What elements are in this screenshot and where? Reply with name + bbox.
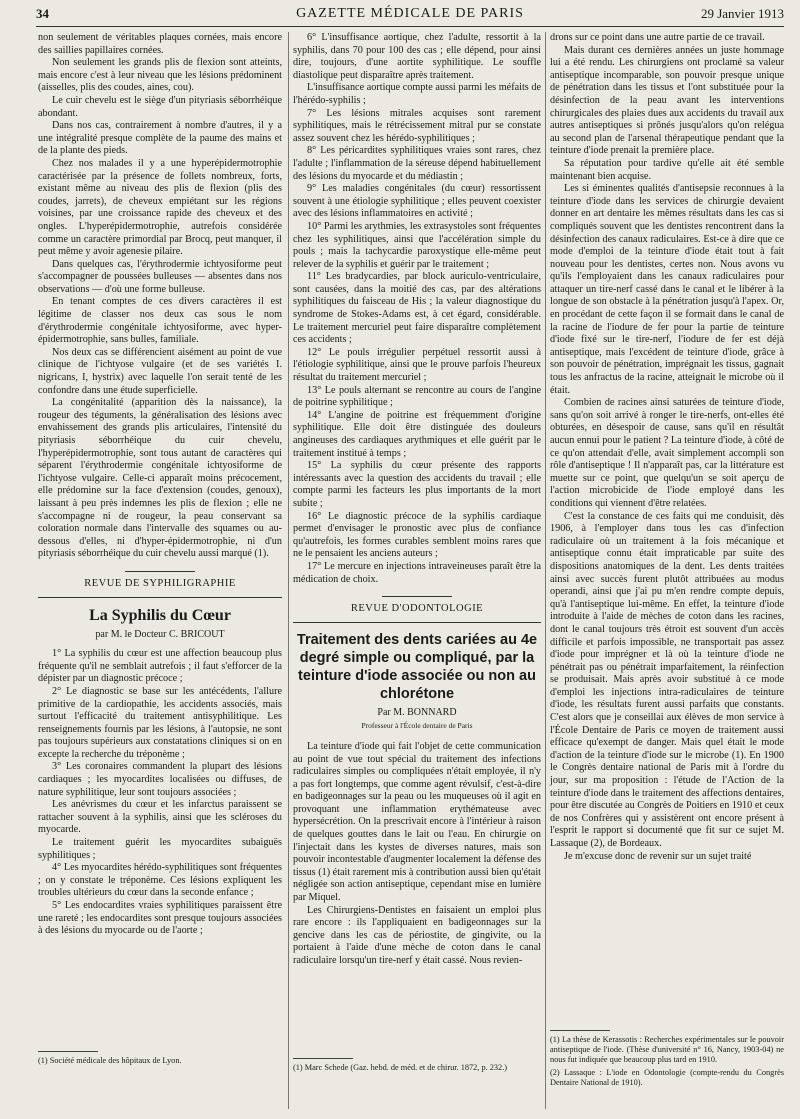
- conclusion-item: 8° Les péricardites syphilitiques vraies sont rares, chez l'adulte ; l'inflammation de la séreuse dépend habituellement des lésions du myocarde et du médiastin ;: [293, 145, 541, 182]
- section-heading: REVUE D'ODONTOLOGIE: [350, 603, 484, 615]
- paragraph: En tenant comptes de ces divers caractères il est légitime de classer nos deux cas sous le nom d'érythrodermie congénitale ichtyosiforme, avec hyper-épidermotrophie, sans bulles, familiale.: [38, 296, 282, 346]
- title-rule: [293, 622, 541, 623]
- title-rule: [38, 597, 282, 598]
- conclusion-item: 17° Le mercure en injections intraveineuses paraît être la médication de choix.: [293, 560, 541, 585]
- header-rule: [36, 26, 784, 27]
- column-divider: [288, 32, 289, 1109]
- paragraph: non seulement de véritables plaques cornées, mais encore des saillies papillaires cornées.: [38, 32, 282, 56]
- paragraph: Les Chirurgiens-Dentistes en faisaient un emploi plus rare encore : ils l'appliquaient en badigeonnages sur la gencive dans les cas de périostite, de gingivite, ou la portaient à l'aide d'une mèche de coton dans le canal radiculaire lorsqu'un tire-nerf y était cassé. Nous revien-: [293, 904, 541, 966]
- paragraph: Mais durant ces dernières années un juste hommage lui a été rendu. Les chirurgiens ont proclamé sa valeur antiseptique incomparable, son pouvoir presque unique de pénétration dans les tissus et l'ont substituée pour la désinfection de la peau avant les interventions chirurgicales des plaies dues aux accidents du travail aux autres antiseptiques si prônés jusqu'alors qu'on relégua au second plan de l'arsenal thérapeutique pendant que la teinture d'iode prenait la première place.: [550, 44, 784, 157]
- article-title: Traitement des dents cariées au 4e degré simple ou compliqué, par la teinture d'iode associée ou non au chlorétone: [296, 631, 538, 702]
- conclusion-item: 15° La syphilis du cœur présente des rapports intéressants avec la question des accidents du travail ; elle compte parmi les facteurs les plus importants de la mort subite ;: [293, 460, 541, 509]
- conclusion-item: 6° L'insuffisance aortique, chez l'adulte, ressortit à la syphilis, dans 70 pour 100 des cas ; elle dépend, pour ainsi dire, toujours, d'une aortite syphilitique. Le souffle diastolique peut disparaître après traitement.: [293, 32, 541, 81]
- conclusion-item: 16° Le diagnostic précoce de la syphilis cardiaque permet d'envisager le pronostic avec plus de confiance qu'autrefois, les formes curables semblent moins rares que ne le pensaient les anciens auteurs ;: [293, 510, 541, 560]
- conclusion-item: 11° Les bradycardies, par block auriculo-ventriculaire, sont causées, dans la moitié des cas, par des altérations syphilitiques du faisceau de His ; la valeur diagnostique du syndrome de Stokes-Adams est, à cet égard, considérable. Le traitement mercuriel peut faire disparaître complètement ces accidents ;: [293, 271, 541, 346]
- paragraph: La teinture d'iode qui fait l'objet de cette communication au point de vue tout spécial du traitement des infections radiculaires simples ou compliquées n'était employée, il n'y a pas fort longtemps, que comme agent révulsif, c'est-à-dire en badigeonnages sur la peau ou les muqueuses où il agit en provoquant une inflammation erythémateuse avec hypersécrétion. On la prescrivait encore à l'intérieur à raison de quelques gouttes dans le lait ou l'eau. En chirurgie on l'injectait dans les kystes de diverses natures, mais son pouvoir incontestable d'augmenter localement la défense des tissus (1) était rarement mis à contribution aussi bien qu'était négligée son action antiseptique, cependant mise en lumière par Miquel.: [293, 740, 541, 904]
- conclusion-item: 10° Parmi les arythmies, les extrasystoles sont fréquentes chez les syphilitiques, ainsi que l'accélération simple du pouls ; mais la tachycardie paroxystique elle-même peut relever de la syphilis et guérir par le traitement ;: [293, 220, 541, 270]
- paragraph: Le cuir chevelu est le siège d'un pityriasis séborrhéique abondant.: [38, 94, 282, 119]
- paragraph: La congénitalité (apparition dès la naissance), la rougeur des téguments, la généralisation des lésions avec envahissement des grands plis articulaires, l'intensité du pityriasis séborrhéique du cuir chevelu, l'hyperépidermotrophie, sont tous autant de caractères qui séparent l'érythrodermie congénitale ichtyosiforme de l'ichtyose vulgaire. Celle-ci apparaît moins précocement, elle prédomine sur la face d'extension (coudes, genoux), laissant à peu près indemnes les plis de flexion ; elle ne s'accompagne ni de rougeur, la peau conservant sa coloration normale dans l'intervalle des squames ou au-dessous d'elles, ni d'hyper-épidermotrophie, ni d'un pityriasis séborrhéique du cuir chevelu aussi marqué (1).: [38, 397, 282, 560]
- footnote-rule: [293, 1058, 353, 1059]
- journal-title: GAZETTE MÉDICALE DE PARIS: [296, 6, 524, 21]
- conclusion-item: L'insuffisance aortique compte aussi parmi les méfaits de l'hérédo-syphilis ;: [293, 82, 541, 106]
- section-separator: [382, 596, 452, 597]
- issue-date: 29 Janvier 1913: [700, 6, 784, 21]
- conclusion-item: 14° L'angine de poitrine est fréquemment d'origine syphilitique. Elle doit être distinguée des douleurs angineuses des cardiaques arythmiques et elle guérit par le traitement institué à temps ;: [293, 409, 541, 459]
- conclusion-item: 2° Le diagnostic se base sur les antécédents, l'allure primitive de la cardiopathie, les accidents associés, mais surtout l'efficacité du traitement antisyphilitique. Les renseignements fournis par les lésions, à l'autopsie, ne sont pas toujours supérieurs aux constatations cliniques si on en excepte la recherche du tréponème ;: [38, 685, 282, 760]
- conclusion-item: 4° Les myocardites hérédo-syphilitiques sont fréquentes ; on y constate le tréponème. Ces lésions expliquent les troubles ultérieurs du cœur dans la seconde enfance ;: [38, 862, 282, 899]
- column-divider: [545, 32, 546, 1109]
- article-author: Par M. BONNARD: [377, 706, 457, 718]
- footnote: (2) Lassaque : L'iode en Odontologie (compte-rendu du Congrès Dentaire National de 1910).: [550, 1068, 784, 1087]
- conclusion-item: 1° La syphilis du cœur est une affection beaucoup plus fréquente qu'il ne semblait autrefois ; il faut s'efforcer de la dépister par un diagnostic précoce ;: [38, 648, 282, 685]
- paragraph: Dans nos cas, contrairement à nombre d'autres, il y a une intégralité presque complète de la paume des mains et de la plante des pieds.: [38, 120, 282, 157]
- page-header: [36, 6, 784, 24]
- footnote: (1) La thèse de Kerassotis : Recherches expérimentales sur le pouvoir antiseptique de l'iode. (Thèse d'université n° 16, Nancy, 1903-04) ne nous fut indiquée que beaucoup plus tard en 1910.: [550, 1035, 784, 1064]
- section-heading: REVUE DE SYPHILIGRAPHIE: [84, 577, 236, 589]
- column-2: [293, 32, 541, 1112]
- paragraph: Non seulement les grands plis de flexion sont atteints, mais encore c'est à leur niveau que les lésions prédominent (aisselles, plis des coudes, aines, cou).: [38, 57, 282, 94]
- conclusion-item: 13° Le pouls alternant se rencontre au cours de l'angine de poitrine syphilitique ;: [293, 384, 541, 409]
- footnote: (1) Marc Schede (Gaz. hebd. de méd. et de chirur. 1872, p. 232.): [293, 1063, 508, 1072]
- conclusion-item: 3° Les coronaires commandent la plupart des lésions cardiaques ; les myocardites localisées ou diffuses, de nature syphilitique, leur sont toujours associées ;: [38, 761, 282, 798]
- footnote-rule: [38, 1051, 98, 1052]
- column-3: [550, 32, 784, 1112]
- article-author: par M. le Docteur C. BRICOUT: [95, 628, 225, 640]
- column-1: [38, 32, 282, 1112]
- paragraph: Chez nos malades il y a une hyperépidermotrophie caractérisée par la présence de follets nombreux, forts, existant même au niveau des plis de flexion (plis des coudes, jarrets), de cheveux empiétant sur les régions voisines, par une croissance rapide des cheveux et des ongles. L'hyperépidermotrophie, autrefois considérée comme un caractère primordial par Brocq, peut manquer, il peut même y avoir agenesie pilaire.: [38, 157, 282, 258]
- author-affiliation: Professeur à l'École dentaire de Paris: [361, 721, 473, 731]
- paragraph: Je m'excuse donc de revenir sur un sujet traité: [564, 850, 752, 862]
- paragraph: C'est la constance de ces faits qui me conduisit, dès 1906, à l'employer dans tous les cas d'infection radiculaire où un traitement à la fois mécanique et antiseptique connu était impraticable par suite des dispositions anatomiques de la dent. Les dents traitées ainsi avec succès furent plutôt attribuées au modus operandi, ainsi que j'ai pu m'en rendre compte depuis, qu'à l'antiseptique lui-même. En effet, la teinture d'iode introduite à l'aide de mèches de coton dans les racines, dont le canal toujours très étroit est souvent d'un accès difficile et parfois impossible, ne transportait pas assez d'iode pour imprégner et là où la teinture d'iode ne pénétrait pas ou pénétrait imparfaitement, la réinfection se produisait. Mais après avoir substitué à ce mode d'emploi les injections intra-radiculaires de teinture d'iode, les résultats furent aussi parfaits que constants. C'est alors que je conseillai aux élèves de mon service à l'École Dentaire de Paris ce moyen de traitement aussi efficace qu'exempt de danger. Mais quel était le mode d'action de la teinture d'iode sur le microbe (1). En 1900 le Congrès dentaire national de Paris mit à l'ordre du jour, sur ma proposition : l'étude de l'Action de la teinture d'iode dans le traitement des affections dentaires, pour être discutée au Congrès de Poitiers en 1910 et ceux de nos Confrères qui y assistèrent ont encore présent à l'esprit le rapport si documenté que fit sur ce sujet M. Lassaque (2), de Bordeaux.: [550, 510, 784, 849]
- footnote: (1) Société médicale des hôpitaux de Lyon.: [38, 1056, 182, 1065]
- paragraph: Dans quelques cas, l'érythrodermie ichtyosiforme peut s'accompagner de poussées bulleuses — absentes dans nos observations — d'où une forme bulleuse.: [38, 258, 282, 295]
- conclusion-item: 5° Les endocardites vraies syphilitiques paraissent être une rareté ; les endocardites sont presque toujours associées à des lésions du myocarde ou de l'aorte ;: [38, 900, 282, 937]
- footnote-rule: [550, 1030, 610, 1031]
- conclusion-item: 12° Le pouls irrégulier perpétuel ressortit aussi à l'étiologie syphilitique, ainsi que le prouve parfois l'heureux résultat du traitement mercuriel ;: [293, 346, 541, 384]
- paragraph: Sa réputation pour tardive qu'elle ait été semble maintenant bien acquise.: [550, 157, 784, 182]
- page-number: 34: [36, 6, 49, 21]
- section-separator: [125, 571, 195, 572]
- conclusion-item: 9° Les maladies congénitales (du cœur) ressortissent souvent à une étiologie syphilitique ; elles peuvent coexister avec des lésions inflammatoires en activité ;: [293, 183, 541, 220]
- conclusion-item: 7° Les lésions mitrales acquises sont rarement syphilitiques, mais le rétrécissement mitral pur se constate assez souvent chez les hérédo-syphilitiques ;: [293, 107, 541, 144]
- paragraph: Nos deux cas se différencient aisément au point de vue clinique de l'ichtyose vulgaire (et de ses variétés I. nigricans, I, hystrix) avec laquelle l'on serait tenté de les confondre dans une étude superficielle.: [38, 346, 282, 396]
- paragraph: Les si éminentes qualités d'antisepsie reconnues à la teinture d'iode dans les services de chirurgie devaient donner en art dentaire les mêmes résultats dans les cas si compliqués souvent que les dentistes rencontrent dans la désinfection des canaux radiculaires. Est-ce à dire que ce mode d'emploi de la teinture d'iode était tout à fait nouveau pour les dentistes, certes non. Nous avons vu qu'ils l'employaient dans les canaux radiculaires pour attaquer un tire-nerf cassé dans le canal et le libérer à la longue de son obstacle à la pénétration jusqu'à l'apex. Or, en procédant de cette façon il se formait dans le canal de la racine de l'iodure de fer pour la partie de teinture d'iode fixé sur le tire-nerf, l'iodure de fer est déjà antiseptique, mais l'excédent de teinture d'iode, grâce à son pouvoir de pénétration, imprégnait les tissus, gagnait tous les anfractus de la racine, atteignait le microbe où il était.: [550, 183, 784, 396]
- paragraph: drons sur ce point dans une autre partie de ce travail.: [550, 32, 765, 43]
- article-title: La Syphilis du Cœur: [89, 606, 231, 624]
- conclusion-item: Les anévrismes du cœur et les infarctus paraissent se rattacher souvent à la syphilis, ainsi que les scléroses du myocarde.: [38, 799, 282, 836]
- conclusion-item: Le traitement guérit les myocardites subaiguës syphilitiques ;: [38, 837, 282, 861]
- paragraph: Combien de racines ainsi saturées de teinture d'iode, sans qu'on soit arrivé à ronger le tire-nerfs, ont-elles été obturées, en désespoir de cause, sans qu'il en résultât aucun ennui pour le patient ? La teinture d'iode, à côté de ce qu'on attendait d'elle, avait simplement accompli son rôle d'antiseptique ! Il n'apparaît pas, car la littérature est muette sur ce point, que quelqu'un se soit aperçu de l'action microbicide de l'iode employé dans les conditions qui viennent d'être relatées.: [550, 397, 784, 509]
